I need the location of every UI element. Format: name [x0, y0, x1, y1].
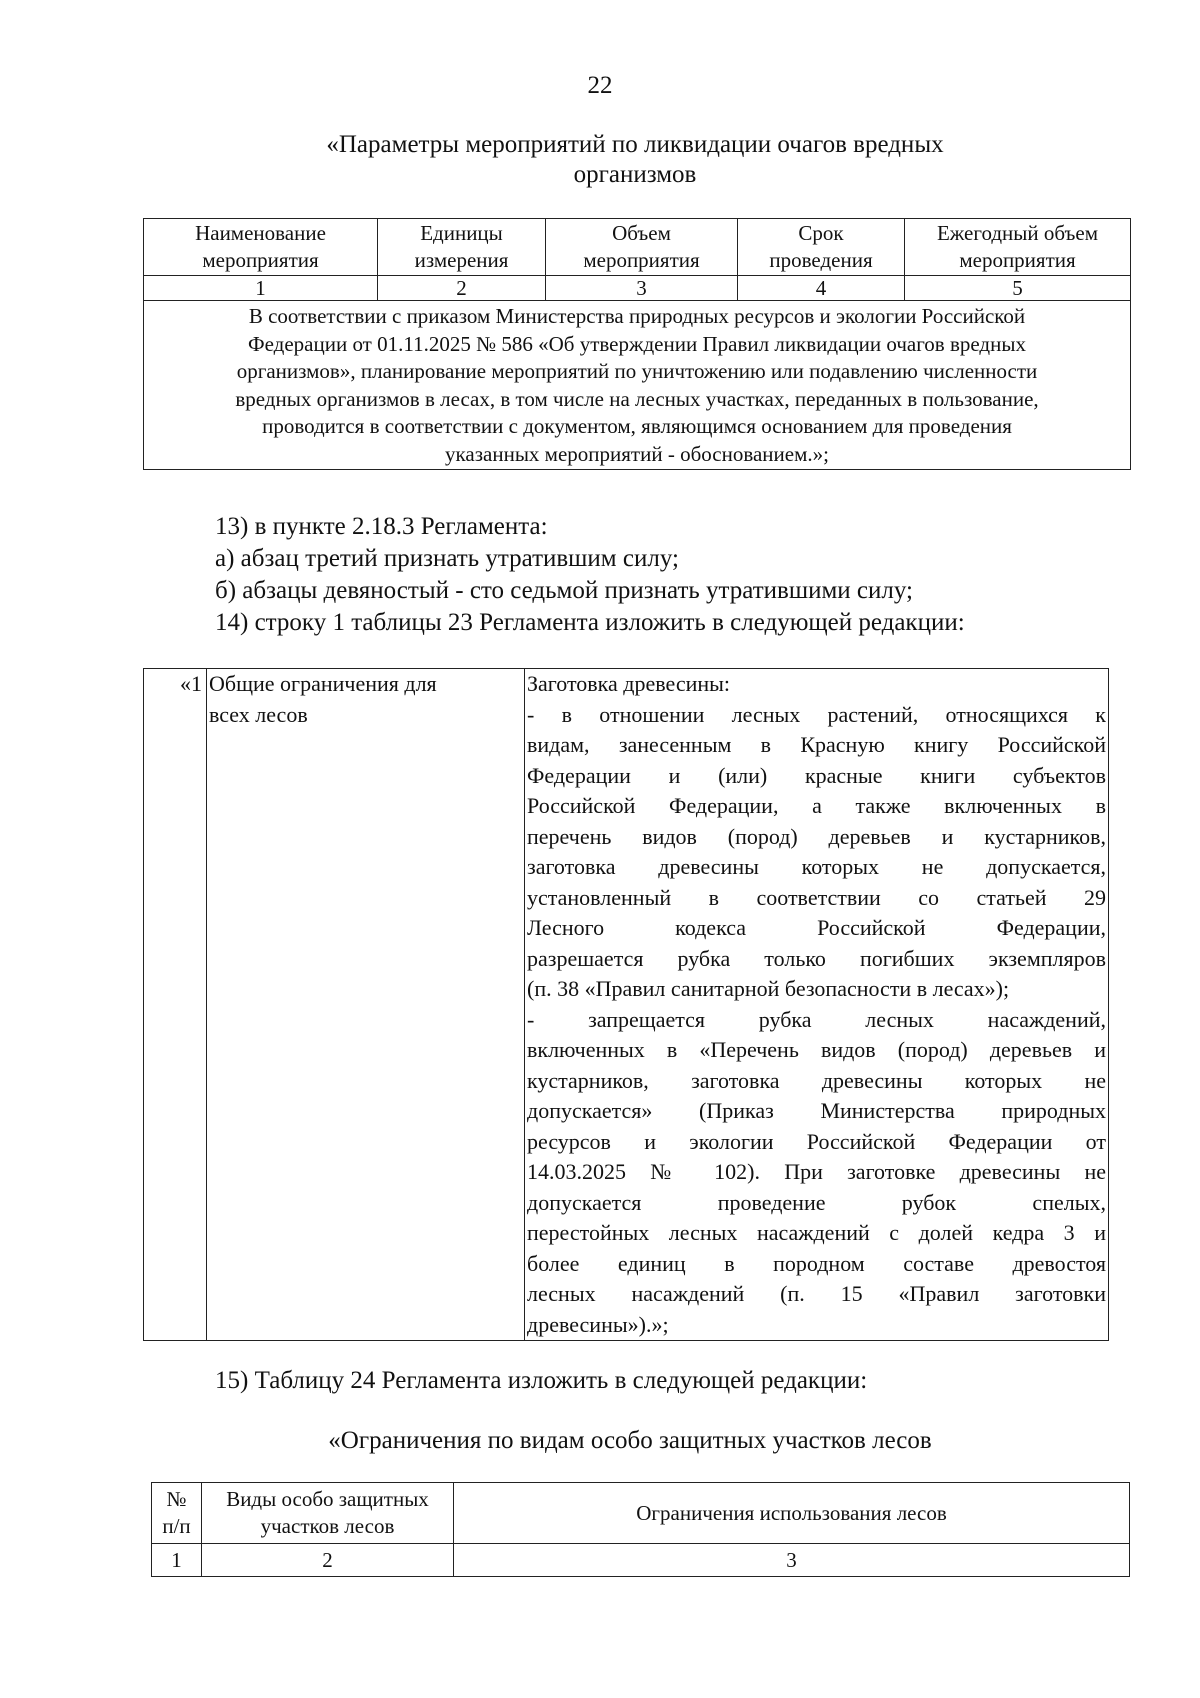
header-cell: Ежегодный объем мероприятия	[905, 219, 1131, 276]
column-number: 5	[905, 276, 1131, 301]
column-number: 3	[454, 1544, 1130, 1577]
column-number-row	[152, 1544, 1130, 1577]
paragraph: а) абзац третий признать утратившим силу;	[215, 545, 679, 572]
page-number: 22	[587, 72, 613, 99]
table-note-row	[144, 301, 1131, 470]
pest-measures-table	[143, 218, 1131, 470]
row-number: «1	[144, 669, 207, 1341]
header-cell: Виды особо защитных участков лесов	[202, 1483, 454, 1544]
table-note: В соответствии с приказом Министерства природных ресурсов и экологии Российской Федерации от 01.11.2025 № 586 «Об утверждении Правил ликвидации очагов вредных организмов», планирование мероприятий по уничтожению или подавлению численности вредных организмов в лесах, в том числе на лесных участках, переданных в пользование, проводится в соответствии с документом, являющимся основанием для проведения указанных мероприятий - обоснованием.»;	[144, 301, 1131, 470]
header-cell: № п/п	[152, 1483, 202, 1544]
paragraph: 15) Таблицу 24 Регламента изложить в следующей редакции:	[215, 1367, 868, 1394]
header-cell: Единицы измерения	[378, 219, 546, 276]
table1-title-line: организмов	[573, 161, 697, 188]
table-header-row	[144, 219, 1131, 276]
protective-areas-table	[151, 1482, 1130, 1577]
header-cell: Ограничения использования лесов	[454, 1483, 1130, 1544]
column-number: 1	[152, 1544, 202, 1577]
restrictions-row-table	[143, 668, 1109, 1341]
header-cell: Объем мероприятия	[546, 219, 738, 276]
column-number: 1	[144, 276, 378, 301]
paragraph: 13) в пункте 2.18.3 Регламента:	[215, 513, 548, 540]
column-number: 2	[378, 276, 546, 301]
table1-title	[0, 130, 1200, 190]
restriction-text: Заготовка древесины: - в отношении лесных растений, относящихся к видам, занесенным в Красную книгу Российской Федерации и (или) красные книги субъектов Российской Федерации, а также включенных в перечень видов (пород) деревьев и кустарников, заготовка древесины которых не допускается, установленный в соответствии со статьей 29 Лесного кодекса Российской Федерации, разрешается рубка только погибших экземпляров (п. 38 «Правил санитарной безопасности в лесах»); - запрещается рубка лесных насаждений, включенных в «Перечень видов (пород) деревьев и кустарников, заготовка древесины которых не допускается» (Приказ Министерства природных ресурсов и экологии Российской Федерации от 14.03.2025 № 102). При заготовке древесины не допускается проведение рубок спелых, перестойных лесных насаждений с долей кедра 3 и более единиц в породном составе древостоя лесных насаждений (п. 15 «Правил заготовки древесины»).»;	[525, 669, 1109, 1341]
header-cell: Срок проведения	[738, 219, 905, 276]
column-number: 3	[546, 276, 738, 301]
table-header-row	[152, 1483, 1130, 1544]
header-cell: Наименование мероприятия	[144, 219, 378, 276]
table1-title-line: «Параметры мероприятий по ликвидации очагов вредных	[326, 131, 944, 158]
restriction-category: Общие ограничения для всех лесов	[207, 669, 525, 1341]
paragraph: 14) строку 1 таблицы 23 Регламента изложить в следующей редакции:	[215, 609, 965, 636]
column-number: 2	[202, 1544, 454, 1577]
column-number: 4	[738, 276, 905, 301]
column-number-row	[144, 276, 1131, 301]
table-row	[144, 669, 1109, 1341]
paragraph: б) абзацы девяностый - сто седьмой признать утратившими силу;	[215, 577, 913, 604]
table3-title: «Ограничения по видам особо защитных участков лесов	[328, 1427, 932, 1454]
